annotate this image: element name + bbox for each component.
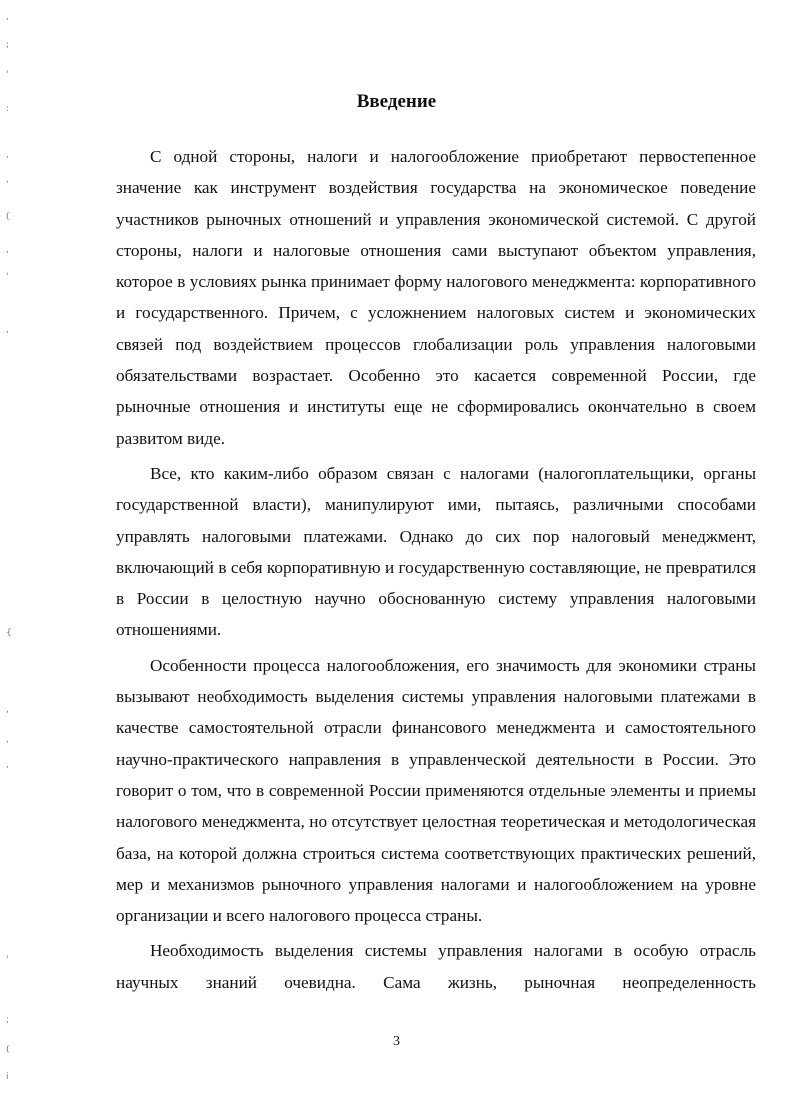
- paragraph-3: Особенности процесса налогообложения, его значимость для экономики страны вызывают необходимость выделения системы управления налоговыми платежами в качестве самостоятельной отрасли финансового менеджмента и самостоятельного научно-практического направления в управленческой деятельности в России. Это говорит о том, что в современной России применяются отдельные элементы и приемы налогового менеджмента, но отсутствует целостная теоретическая и методологическая база, на которой должна строиться система соответствующих практических решений, мер и механизмов рыночного управления налогами и налогообложением на уровне организации и всего налогового процесса страны.: [116, 655, 756, 926]
- page-number: 3: [393, 1034, 400, 1049]
- paragraph-2: Все, кто каким-либо образом связан с налогами (налогоплательщики, органы государственной власти), манипулируют ими, пытаясь, различными способами управлять налоговыми платежами. Однако до сих пор налоговый менеджмент, включающий в себя корпоративную и государственную составляющие, не превратился в России в целостную научно обоснованную систему управления налоговыми отношениями.: [116, 463, 756, 640]
- scan-margin-marks: , ; ' : , ' ( , ' , { , ' , ' ; ( i: [6, 12, 12, 1082]
- paragraph-1: С одной стороны, налоги и налогообложение приобретают первостепенное значение как инструмент воздействия государства на экономическое поведение участников рыночных отношений и управления экономической системой. С другой стороны, налоги и налоговые отношения сами выступают объектом управления, которое в условиях рынка принимает форму налогового менеджмента: корпоративного и государственного. Причем, с усложнением налоговых систем и экономических связей под воздействием процессов глобализации роль управления налоговыми обязательствами возрастает. Особенно это касается современной России, где рыночные отношения и институты еще не сформировались окончательно в своем развитом виде.: [116, 147, 756, 448]
- paragraph-4: Необходимость выделения системы управления налогами в особую отрасль научных знаний очевидна. Сама жизнь, рыночная неопределенность: [116, 941, 756, 992]
- document-body: [116, 141, 756, 1002]
- page-title: Введение: [356, 91, 437, 112]
